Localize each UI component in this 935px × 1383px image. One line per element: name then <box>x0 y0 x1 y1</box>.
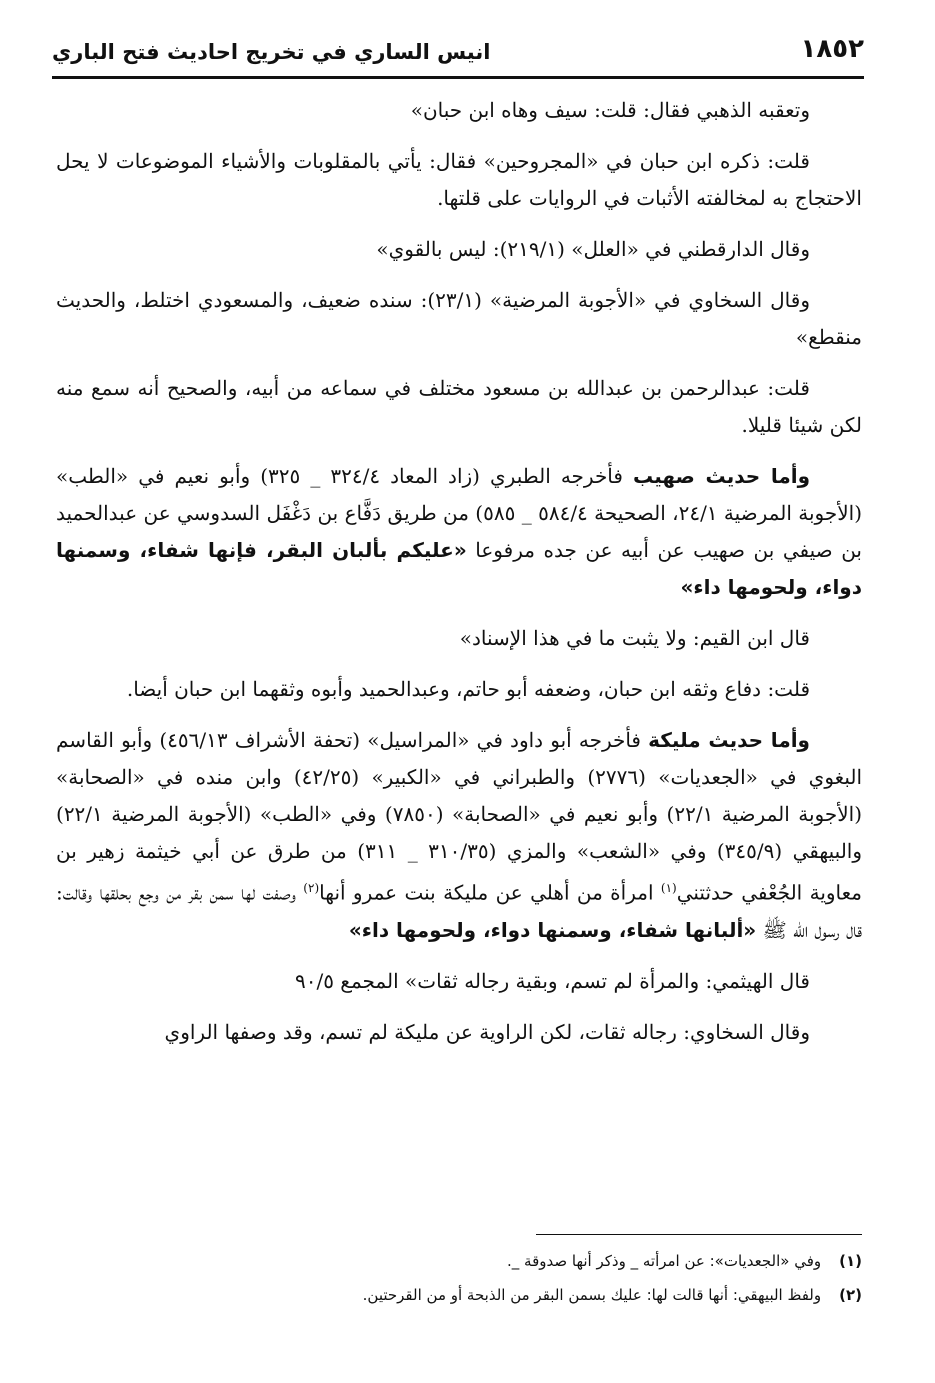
paragraph: وقال الدارقطني في «العلل» (٢١٩/١): ليس بالقوي» <box>376 237 810 261</box>
paragraph: وقال السخاوي: رجاله ثقات، لكن الراوية عن مليكة لم تسم، وقد وصفها الراوي <box>164 1019 810 1044</box>
text-run: امرأة من أهلي عن مليكة بنت عمرو أنها <box>319 880 661 905</box>
paragraph-suhaib <box>56 458 862 606</box>
paragraph: وتعقبه الذهبي فقال: قلت: سيف وهاه ابن حبان» <box>410 98 810 122</box>
main-text <box>56 92 862 1065</box>
bold-heading: وأما حديث صهيب <box>633 464 811 488</box>
paragraph: قال ابن القيم: ولا يثبت ما في هذا الإسناد» <box>459 626 810 650</box>
footnote-number: (٢) <box>839 1286 862 1304</box>
footnote-number: (١) <box>839 1252 862 1270</box>
footnote-text: وفي «الجعديات»: عن امرأته _ وذكر أنها صدوقة _. <box>507 1252 822 1270</box>
footnotes <box>56 1244 862 1312</box>
page-number: ١٨٥٢ <box>800 34 864 64</box>
book-title: انيس الساري في تخريج احاديث فتح الباري <box>52 40 491 64</box>
text-run: فأخرجه الطبري (زاد المعاد ٣٢٤/٤ _ ٣٢٥) وأبو نعيم في «الطب» (الأجوبة المرضية ٢٤/١، الصحيحة ٥٨٤/٤ _ ٥٨٥) من طريق دَفَّاع بن دَغْفَل السدوسي عن عبدالحميد بن صيفي بن صهيب عن أبيه عن جده مرفوعا <box>56 464 863 562</box>
hadith-text: «عليكم بألبان البقر، فإنها شفاء، وسمنها دواء، ولحومها داء» <box>56 538 862 599</box>
paragraph: قلت: ذكره ابن حبان في «المجروحين» فقال: يأتي بالمقلوبات والأشياء الموضوعات لا يحل الاحتجاج به لمخالفته الأثبات في الروايات على قلتها. <box>56 149 862 210</box>
paragraph: قلت: عبدالرحمن بن عبدالله بن مسعود مختلف في سماعه من أبيه، والصحيح أنه سمع منه لكن شيئا قليلا. <box>56 376 862 437</box>
footnote-text: ولفظ البيهقي: أنها قالت لها: عليك بسمن البقر من الذبحة أو من القرحتين. <box>362 1286 822 1304</box>
bold-heading: وأما حديث مليكة <box>648 728 810 752</box>
paragraph: قال الهيثمي: والمرأة لم تسم، وبقية رجاله ثقات» المجمع ٩٠/٥ <box>294 968 810 993</box>
paragraph-mulaika <box>56 722 862 949</box>
footnote-ref: (٢) <box>303 881 320 895</box>
hadith-text: «ألبانها شفاء، وسمنها دواء، ولحومها داء» <box>348 917 757 942</box>
text-run: وصفت لها سمن بقر من وجع بحلقها وقالت: قال رسول الله ﷺ <box>56 880 862 942</box>
footnote-ref: (١) <box>660 881 677 895</box>
header-rule <box>52 76 864 79</box>
footnote <box>56 1278 862 1312</box>
footnote-rule <box>536 1234 862 1235</box>
footnote <box>56 1244 862 1278</box>
text-run: فأخرجه أبو داود في «المراسيل» (تحفة الأشراف ٤٥٦/١٣) وأبو القاسم البغوي في «الجعديات» (٢٧٧٦) والطبراني في «الكبير» (٤٢/٢٥) وابن منده في «الصحابة» (الأجوبة المرضية ٢٢/١) وأبو نعيم في «الصحابة» (٧٨٥٠) وفي «الطب» (الأجوبة المرضية ٢٢/١) والبيهقي (٣٤٥/٩) وفي «الشعب» والمزي (٣١٠/٣٥ _ ٣١١) من طرق عن أبي خيثمة زهير بن معاوية الجُعْفي حدثتني <box>56 728 863 905</box>
running-header <box>52 34 864 68</box>
paragraph: وقال السخاوي في «الأجوبة المرضية» (٢٣/١): سنده ضعيف، والمسعودي اختلط، والحديث منقطع» <box>56 288 862 349</box>
paragraph: قلت: دفاع وثقه ابن حبان، وضعفه أبو حاتم، وعبدالحميد وأبوه وثقهما ابن حبان أيضا. <box>126 677 810 701</box>
